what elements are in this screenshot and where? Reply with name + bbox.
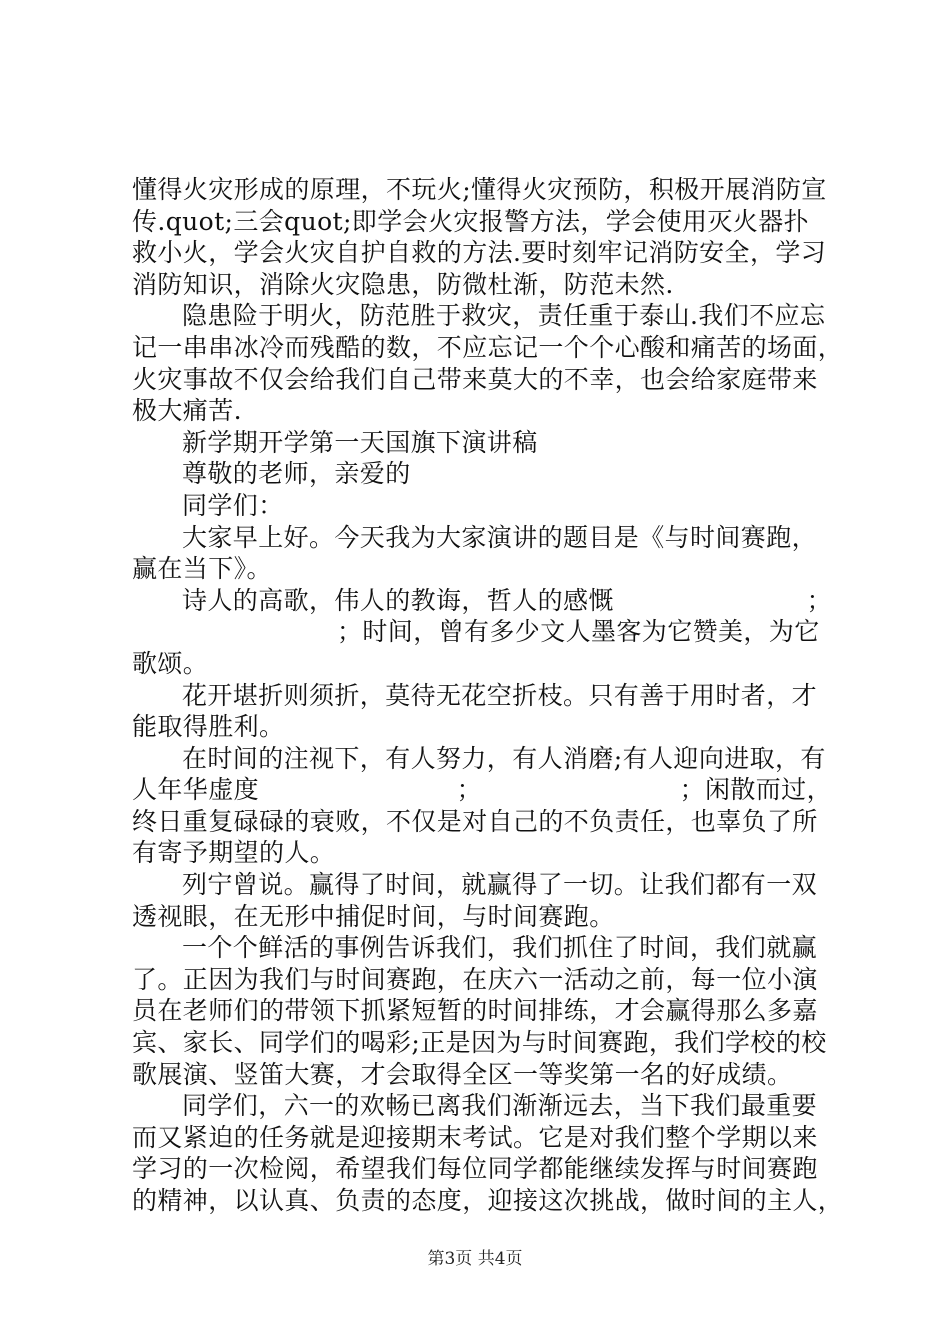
text-segment: ；闲散而过，: [679, 775, 832, 805]
page-footer: [0, 1244, 950, 1269]
text-line: 火灾事故不仅会给我们自己带来莫大的不幸，也会给家庭带来: [132, 364, 818, 394]
text-line: [132, 585, 832, 617]
text-line: 极大痛苦.: [132, 396, 242, 426]
text-line: 懂得火灾形成的原理，不玩火;懂得火灾预防，积极开展消防宣: [132, 175, 827, 204]
salutation: 同学们：: [182, 490, 284, 520]
text-line: 而又紧迫的任务就是迎接期末考试。它是对我们整个学期以来: [132, 1122, 818, 1152]
text-line: 同学们，六一的欢畅已离我们渐渐远去，当下我们最重要: [182, 1091, 818, 1121]
text-line: 有寄予期望的人。: [132, 838, 336, 868]
page-number: 第3页 共4页: [427, 1249, 523, 1269]
text-line: 终日重复碌碌的衰败，不仅是对自己的不负责任，也辜负了所: [132, 806, 818, 836]
salutation: 尊敬的老师，亲爱的: [182, 459, 411, 489]
text-line: ；时间，曾有多少文人墨客为它赞美，为它: [337, 617, 820, 647]
text-line: 在时间的注视下，有人努力，有人消磨;有人迎向进取，有: [182, 743, 826, 773]
text-line: 员在老师们的带领下抓紧短暂的时间排练，才会赢得那么多嘉: [132, 996, 818, 1026]
text-line: 大家早上好。今天我为大家演讲的题目是《与时间赛跑，: [182, 522, 818, 552]
text-line: 一个个鲜活的事例告诉我们，我们抓住了时间，我们就赢: [182, 933, 818, 963]
text-line: 歌展演、竖笛大赛，才会取得全区一等奖第一名的好成绩。: [132, 1059, 793, 1089]
text-line: 学习的一次检阅，希望我们每位同学都能继续发挥与时间赛跑: [132, 1154, 818, 1184]
text-segment: 人年华虚度: [132, 775, 260, 805]
text-line: 列宁曾说。赢得了时间，就赢得了一切。让我们都有一双: [182, 870, 818, 900]
text-line: 宾、家长、同学们的喝彩;正是因为与时间赛跑，我们学校的校: [132, 1028, 827, 1058]
speech-title: 新学期开学第一天国旗下演讲稿: [182, 427, 538, 457]
text-line: 赢在当下》。: [132, 554, 272, 584]
text-line: 了。正因为我们与时间赛跑，在庆六一活动之前，每一位小演: [132, 964, 818, 994]
text-line: 隐患险于明火，防范胜于救灾，责任重于泰山.我们不应忘: [182, 301, 826, 331]
body-text: [132, 174, 844, 1217]
text-line: 的精神，以认真、负责的态度，迎接这次挑战，做时间的主人，: [132, 1186, 844, 1215]
text-line: [132, 774, 832, 806]
text-line: 花开堪折则须折，莫待无花空折枝。只有善于用时者，才: [182, 680, 818, 710]
text-line: 传.quot;三会quot;即学会火灾报警方法，学会使用灭火器扑: [132, 206, 809, 236]
text-line: 歌颂。: [132, 648, 209, 678]
text-segment: ；: [456, 775, 482, 805]
text-line: 记一串串冰冷而残酷的数，不应忘记一个个心酸和痛苦的场面，: [132, 332, 844, 362]
text-line: 透视眼，在无形中捕促时间，与时间赛跑。: [132, 901, 615, 931]
text-segment: ；: [806, 585, 832, 615]
text-segment: 诗人的高歌，伟人的教诲，哲人的感慨: [182, 585, 614, 615]
text-line: 能取得胜利。: [132, 712, 285, 742]
text-line: 消防知识，消除火灾隐患，防微杜渐，防范未然.: [132, 269, 674, 299]
text-line: 救小火，学会火灾自护自救的方法.要时刻牢记消防安全，学习: [132, 238, 827, 268]
